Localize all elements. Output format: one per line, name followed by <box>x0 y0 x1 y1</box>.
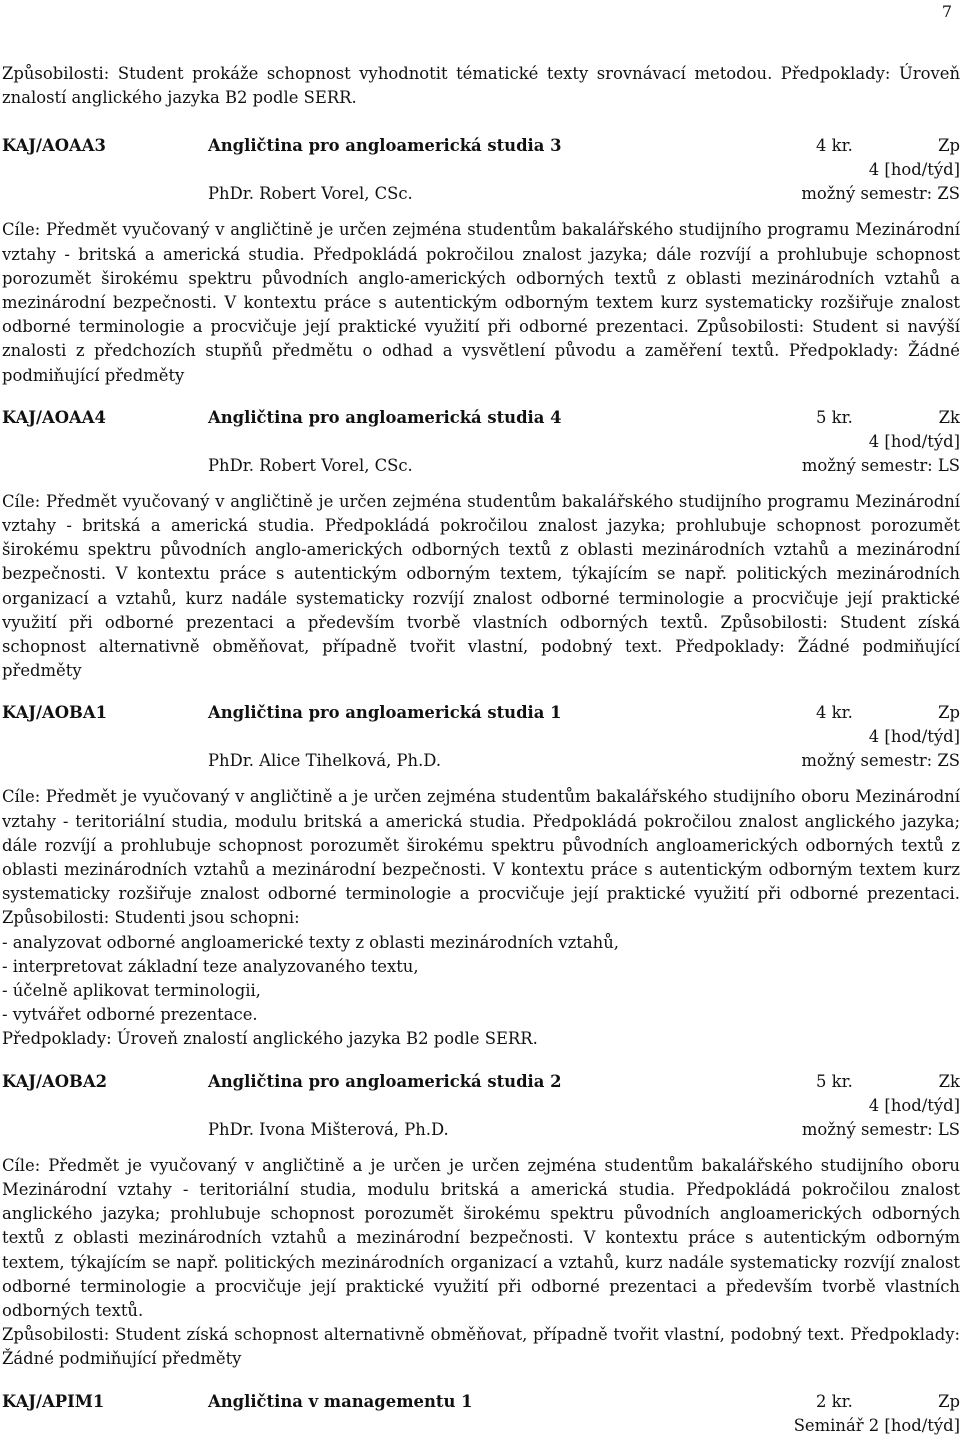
course-hours: 4 [hod/týd] <box>868 431 960 451</box>
description-paragraph: Cíle: Předmět vyučovaný v angličtině je určen zejména studentům bakalářského studijního programu Mezinárodní vztahy - britská a americká studia. Předpokládá pokročilou znalost jazyka; prohlubuje schopnost porozumět širokému spektru původních anglo-amerických odborných textů z oblasti mezinárodních vztahů a mezinárodní bezpečnosti. V kontextu práce s autentickým odborným textem, týkajícím se např. politických mezinárodních organizací a vztahů, kurz nadále systematicky rozvíjí znalost odborné terminologie a procvičuje její praktické využití při odborné prezentaci a především tvorbě vlastních odborných textů. Způsobilosti: Student získá schopnost alternativně obměňovat, případně tvořit vlastní, podobný text. Předpoklady: Žádné podmiňující předměty <box>2 491 960 681</box>
course-code: KAJ/AOAA3 <box>2 136 106 156</box>
course-credits: 4 kr. <box>816 136 853 156</box>
description-paragraph: - interpretovat základní teze analyzovaného textu, <box>2 956 419 976</box>
course-entry <box>2 1390 960 1438</box>
course-credits: 5 kr. <box>816 1071 853 1091</box>
course-credits: 2 kr. <box>816 1391 853 1411</box>
course-hours: Seminář 2 [hod/týd] <box>793 1415 960 1435</box>
course-title: Angličtina pro angloamerická studia 4 <box>208 407 562 427</box>
course-teacher: PhDr. Ivona Mišterová, Ph.D. <box>208 1119 449 1139</box>
course-title: Angličtina pro angloamerická studia 2 <box>208 1071 562 1091</box>
course-semester: možný semestr: LS <box>801 455 960 475</box>
course-teacher-row <box>2 1118 960 1142</box>
course-description <box>2 785 960 1051</box>
course-entry <box>2 406 960 684</box>
course-header <box>2 134 960 158</box>
course-code: KAJ/AOBA2 <box>2 1071 108 1091</box>
page-number: 7 <box>941 2 952 21</box>
description-paragraph: Předpoklady: Úroveň znalostí anglického jazyka B2 podle SERR. <box>2 1029 538 1049</box>
course-title: Angličtina pro angloamerická studia 3 <box>208 136 562 156</box>
course-completion: Zp <box>938 136 960 156</box>
description-paragraph: Cíle: Předmět je vyučovaný v angličtině a je určen zejména studentům bakalářského studijního oboru Mezinárodní vztahy - teritoriální studia, modulu britská a americká studia. Předpokládá pokročilou znalost anglického jazyka; dále rozvíjí a prohlubuje schopnost porozumět širokému spektru původních angloamerických odborných textů z oblasti mezinárodních vztahů a mezinárodní bezpečnosti. V kontextu práce s autentickým odborným textem kurz systematicky rozšiřuje znalost odborné terminologie a procvičuje její praktické využití při odborné prezentaci. Způsobilosti: Studenti jsou schopni: <box>2 787 960 928</box>
course-code: KAJ/AOBA1 <box>2 703 108 723</box>
course-teacher-row <box>2 454 960 478</box>
course-description <box>2 218 960 387</box>
course-description <box>2 1154 960 1372</box>
course-semester: možný semestr: ZS <box>801 751 960 771</box>
course-entry <box>2 134 960 387</box>
course-semester: možný semestr: ZS <box>801 184 960 204</box>
course-header <box>2 406 960 430</box>
description-paragraph: - analyzovat odborné angloamerické texty z oblasti mezinárodních vztahů, <box>2 932 619 952</box>
course-entry <box>2 1070 960 1372</box>
course-teacher: PhDr. Alice Tihelková, Ph.D. <box>208 751 442 771</box>
course-code: KAJ/APIM1 <box>2 1391 105 1411</box>
course-semester: možný semestr: LS <box>801 1119 960 1139</box>
course-list <box>2 134 960 1437</box>
description-paragraph: - účelně aplikovat terminologii, <box>2 981 261 1001</box>
course-teacher-row <box>2 182 960 206</box>
description-paragraph: Cíle: Předmět vyučovaný v angličtině je určen zejména studentům bakalářského studijního programu Mezinárodní vztahy - britská a americká studia. Předpokládá pokročilou znalost jazyka; dále rozvíjí a prohlubuje schopnost porozumět širokému spektru původních anglo-amerických odborných textů z oblasti mezinárodních vztahů a mezinárodní bezpečnosti. V kontextu práce s autentickým odborným textem kurz systematicky rozšiřuje znalost odborné terminologie a procvičuje její praktické využití při odborné prezentaci. Způsobilosti: Student si navýší znalosti z předchozích stupňů předmětu o odhad a vysvětlení původu a zaměření textů. Předpoklady: Žádné podmiňující předměty <box>2 220 960 385</box>
course-header <box>2 1070 960 1094</box>
course-entry <box>2 701 960 1051</box>
course-title: Angličtina pro angloamerická studia 1 <box>208 703 562 723</box>
course-teacher-row <box>2 749 960 773</box>
course-completion: Zp <box>938 703 960 723</box>
course-completion: Zk <box>938 407 960 427</box>
course-credits: 5 kr. <box>816 407 853 427</box>
description-paragraph: Způsobilosti: Student získá schopnost alternativně obměňovat, případně tvořit vlastní, podobný text. Předpoklady: Žádné podmiňující předměty <box>2 1325 960 1369</box>
course-teacher: PhDr. Robert Vorel, CSc. <box>208 455 413 475</box>
course-code: KAJ/AOAA4 <box>2 407 106 427</box>
course-description <box>2 490 960 684</box>
course-teacher: PhDr. Robert Vorel, CSc. <box>208 184 413 204</box>
intro-paragraph: Způsobilosti: Student prokáže schopnost vyhodnotit tématické texty srovnávací metodou. Předpoklady: Úroveň znalostí anglického jazyka B2 podle SERR. <box>2 64 960 108</box>
description-paragraph: - vytvářet odborné prezentace. <box>2 1005 258 1025</box>
course-hours: 4 [hod/týd] <box>868 160 960 180</box>
course-credits: 4 kr. <box>816 703 853 723</box>
course-header <box>2 701 960 725</box>
course-hours: 4 [hod/týd] <box>868 727 960 747</box>
description-paragraph: Cíle: Předmět je vyučovaný v angličtině a je určen je určen zejména studentům bakalářského studijního oboru Mezinárodní vztahy - teritoriální studia, modulu britská a americká studia. Předpokládá pokročilou znalost anglického jazyka; prohlubuje schopnost porozumět širokému spektru původních angloamerických odborných textů z oblasti mezinárodních vztahů a mezinárodní bezpečnosti. V kontextu práce s autentickým odborným textem, týkajícím se např. politických mezinárodních organizací a vztahů, kurz nadále systematicky rozvíjí znalost odborné terminologie a procvičuje její praktické využití při odborné prezentaci a především tvorbě vlastních odborných textů. <box>2 1155 960 1320</box>
course-header <box>2 1390 960 1414</box>
course-completion: Zp <box>938 1391 960 1411</box>
document-body <box>2 62 960 1438</box>
course-completion: Zk <box>938 1071 960 1091</box>
course-hours: 4 [hod/týd] <box>868 1095 960 1115</box>
course-title: Angličtina v managementu 1 <box>208 1391 473 1411</box>
